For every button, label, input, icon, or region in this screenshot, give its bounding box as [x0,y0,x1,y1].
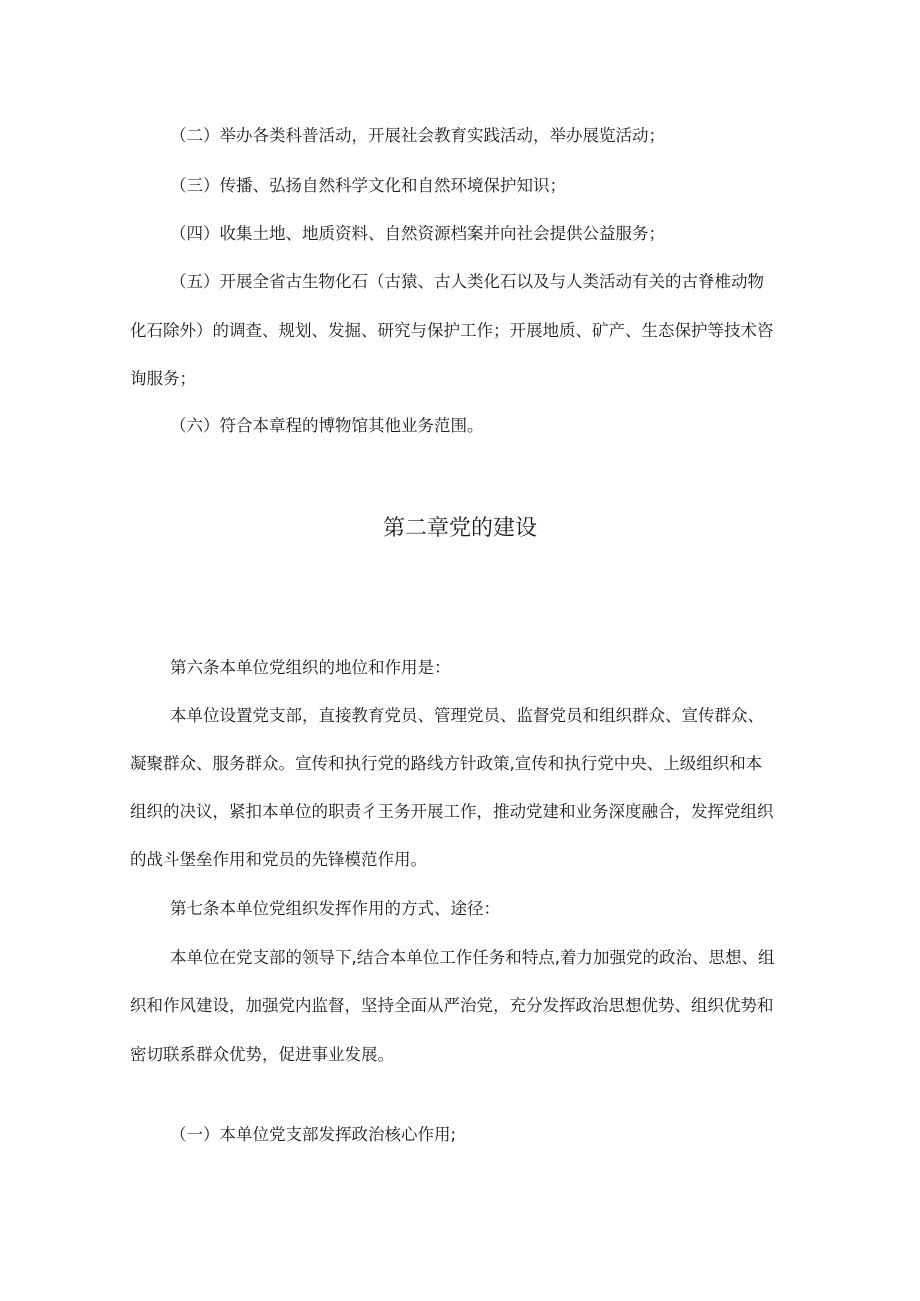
article-six-line-3: 组织的决议，紧扣本单位的职责彳王务开展工作，推动党建和业务深度融合，发挥党组织 [130,802,774,821]
article-seven-title: 第七条本单位党组织发挥作用的方式、途径： [170,899,500,918]
list-item-five-line-3: 询服务； [130,369,196,388]
article-six-line-2: 凝聚群众、服务群众。宣传和执行党的路线方针政策,宣传和执行党中央、上级组织和本 [130,754,763,773]
list-item-six: （六）符合本章程的博物馆其他业务范围。 [170,416,484,435]
list-item-two: （二）举办各类科普活动，开展社会教育实践活动，举办展览活动； [170,126,665,145]
list-item-three: （三）传播、弘扬自然科学文化和自然环境保护知识； [170,176,566,195]
sub-item-one: （一）本单位党支部发挥政治核心作用; [170,1125,457,1144]
list-item-four: （四）收集土地、地质资料、自然资源档案并向社会提供公益服务； [170,224,665,243]
article-seven-line-2: 织和作风建设，加强党内监督，坚持全面从严治党，充分发挥政治思想优势、组织优势和 [130,996,774,1015]
article-seven-line-3: 密切联系群众优势，促进事业发展。 [130,1045,394,1064]
article-six-line-1: 本单位设置党支部，直接教育党员、管理党员、监督党员和组织群众、宣传群众、 [170,706,764,725]
list-item-five-line-1: （五）开展全省古生物化石（古猿、古人类化石以及与人类活动有关的古脊椎动物 [170,272,764,291]
chapter-heading: 第二章党的建设 [382,516,537,541]
article-six-title: 第六条本单位党组织的地位和作用是： [170,658,451,677]
article-six-line-4: 的战斗堡垒作用和党员的先锋模范作用。 [130,850,427,869]
article-seven-line-1: 本单位在党支部的领导下,结合本单位工作任务和特点,着力加强党的政治、思想、组 [170,948,775,967]
list-item-five-line-2: 化石除外）的调查、规划、发掘、研究与保护工作；开展地质、矿产、生态保护等技术咨 [130,321,774,340]
